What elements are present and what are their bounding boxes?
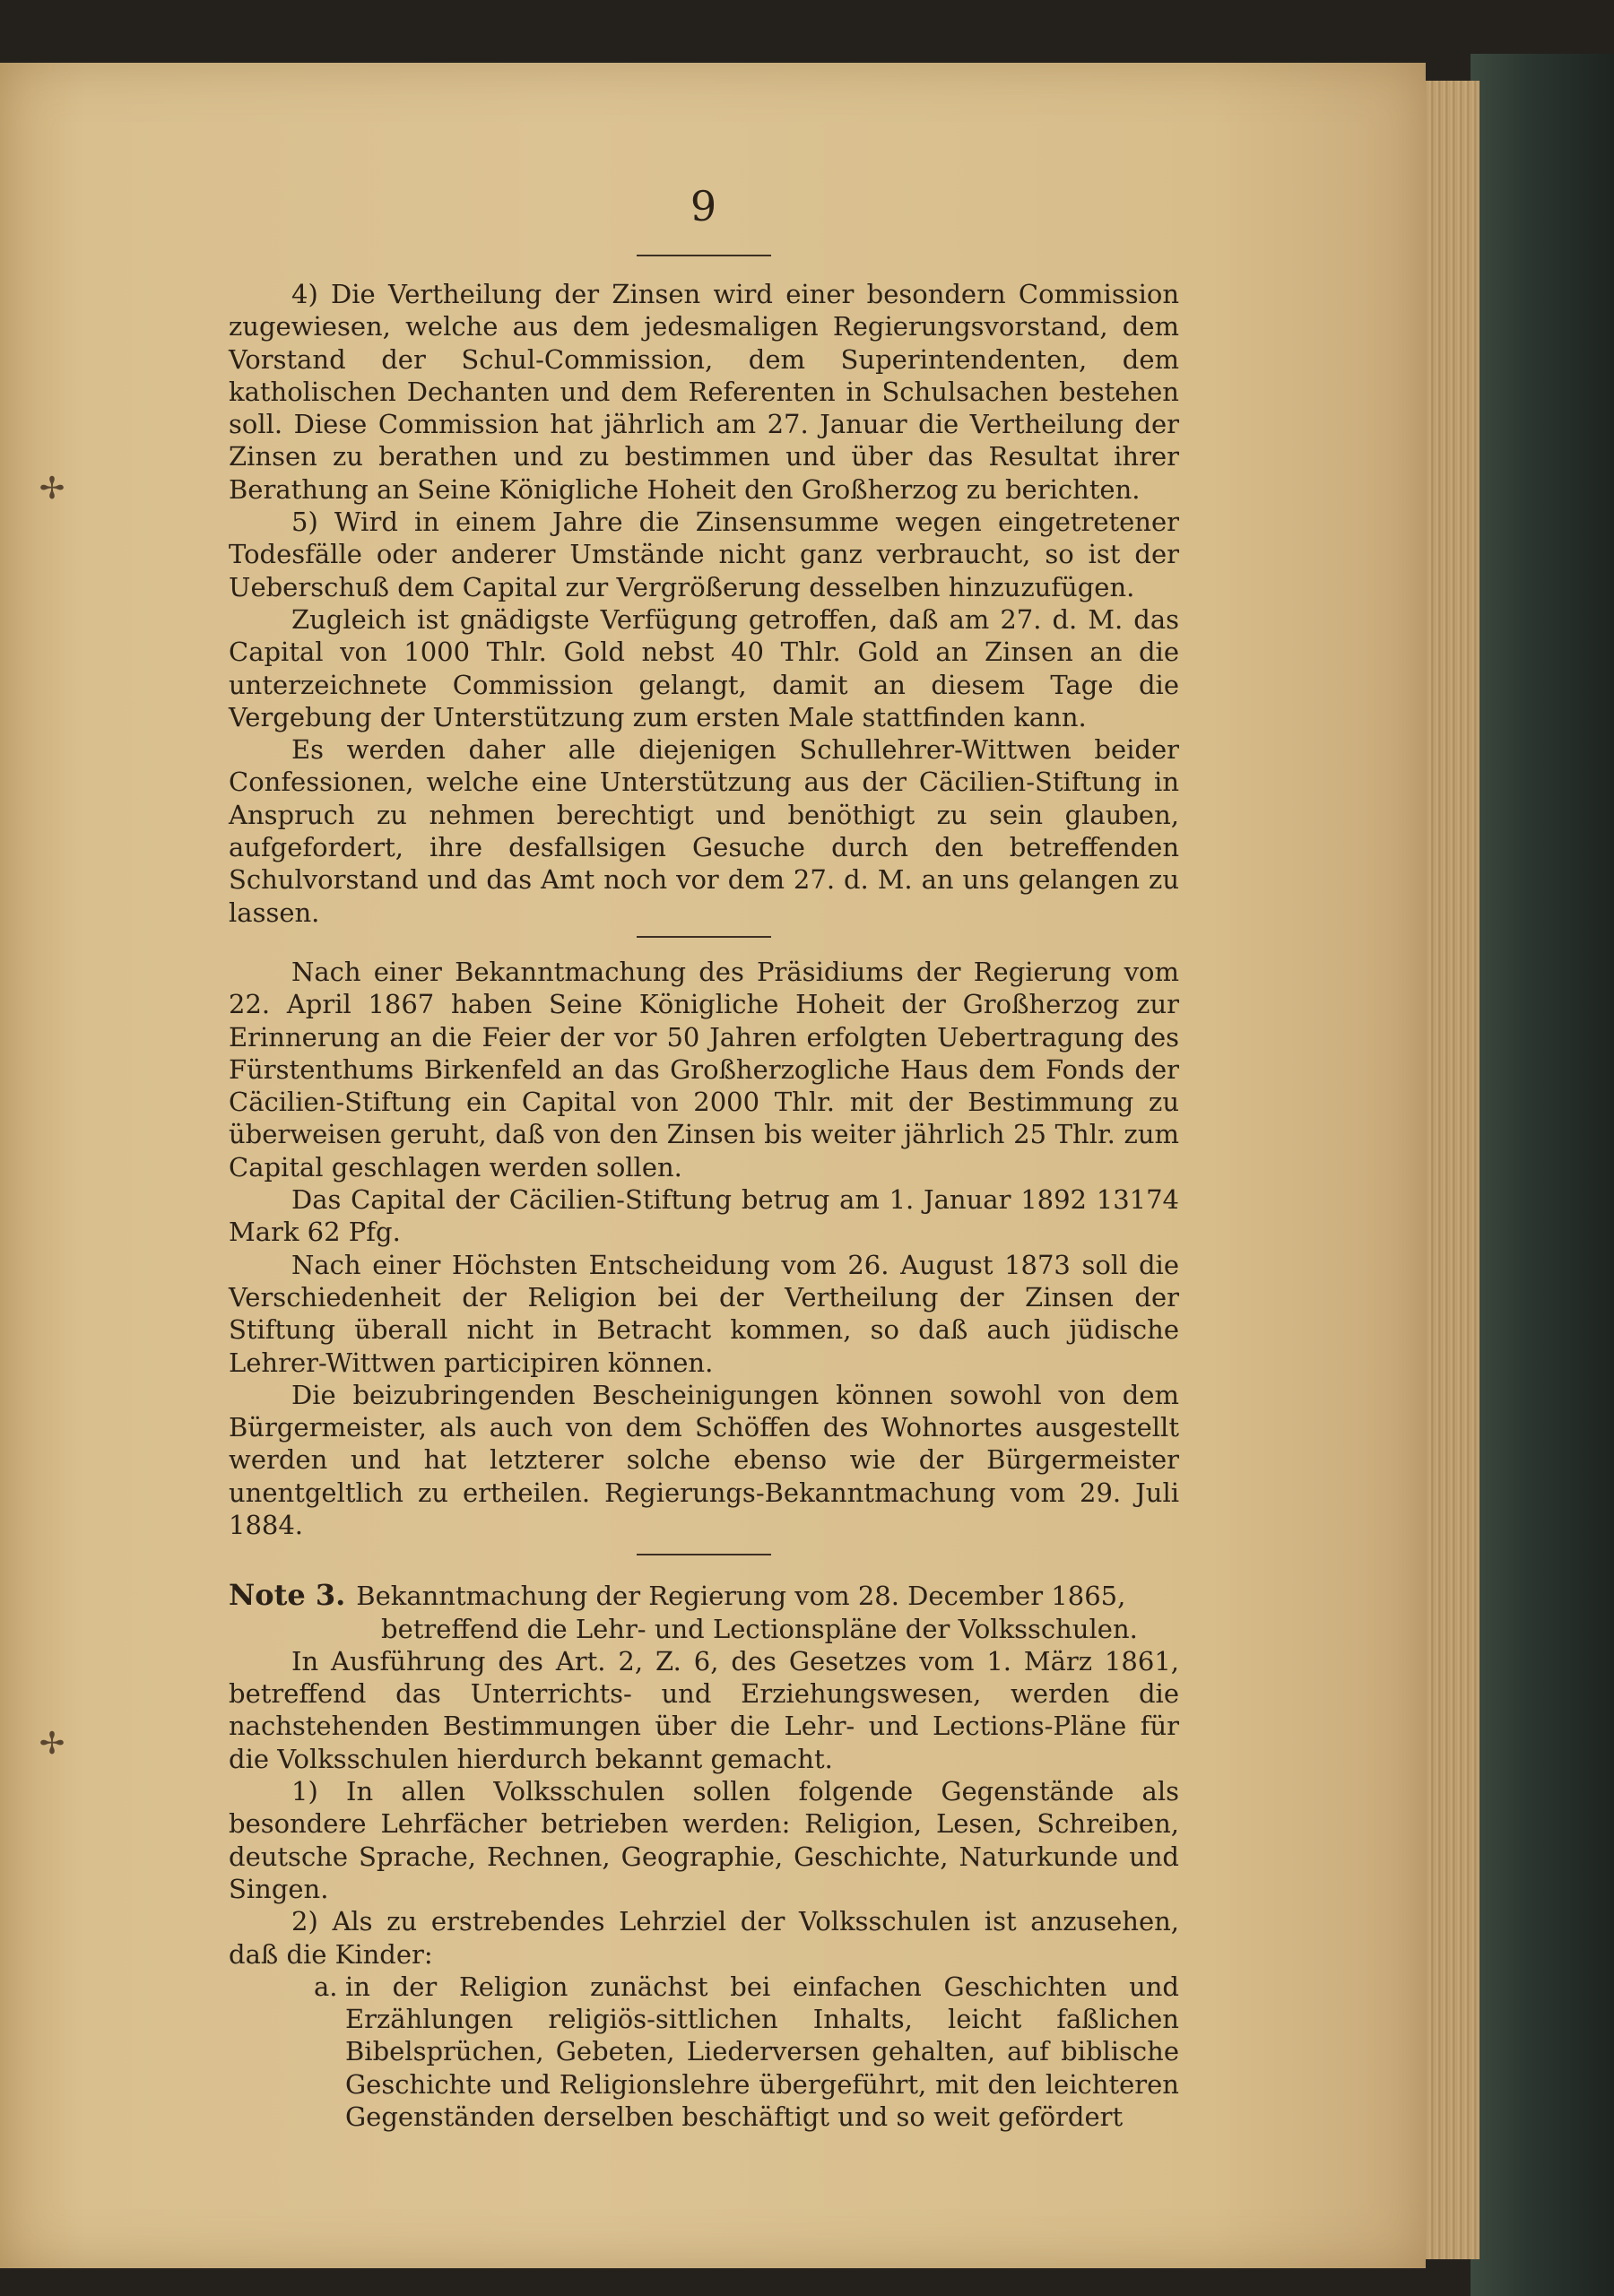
note-title-line1: Bekanntmachung der Regierung vom 28. December 1865, — [356, 1581, 1126, 1612]
list-item-a-text: in der Religion zunächst bei einfachen Geschichten und Erzählungen religiös-sittlichen Inhalts, leicht faßlichen Bibelsprüchen, Gebeten, Liederversen gehalten, auf biblische Geschichte und Religionslehre übergeführt, mit den leichteren Gegenständen derselben beschäftigt und so weit gefördert — [345, 1971, 1179, 2133]
paragraph-aufforderung: Es werden daher alle diejenigen Schullehrer-Wittwen beider Confessionen, welche eine Unterstützung aus der Cäcilien-Stiftung in Anspruch zu nehmen berechtigt und benöthigt zu sein glauben, aufgefordert, ihre desfallsigen Gesuche durch den betreffenden Schulvorstand und das Amt noch vor dem 27. d. M. an uns gelangen zu lassen. — [229, 734, 1179, 928]
binding-mark: ✢ — [39, 1726, 65, 1762]
page-content — [229, 179, 1179, 2133]
header-rule — [637, 255, 771, 256]
paragraph-5: 5) Wird in einem Jahre die Zinsensumme wegen eingetretener Todesfälle oder anderer Umstände nicht ganz verbraucht, so ist der Ueberschuß dem Capital zur Vergrößerung desselben hinzuzufügen. — [229, 507, 1179, 602]
list-marker-a: a. — [314, 1971, 338, 2002]
paragraph-bekanntmachung-1867: Nach einer Bekanntmachung des Präsidiums der Regierung vom 22. April 1867 haben Seine Königliche Hoheit der Großherzog zur Erinnerung an die Feier der vor 50 Jahren erfolgten Uebertragung des Fürstenthums Birkenfeld an das Großherzogliche Haus dem Fonds der Cäcilien-Stiftung ein Capital von 2000 Thlr. mit der Bestimmung zu überweisen geruht, daß von den Zinsen bis weiter jährlich 25 Thlr. zum Capital geschlagen werden sollen. — [229, 956, 1179, 1183]
paragraph-4: 4) Die Vertheilung der Zinsen wird einer besondern Commission zugewiesen, welche aus dem jedesmaligen Regierungsvorstand, dem Vorstand der Schul-Commission, dem Superintendenten, dem katholischen Dechanten und dem Referenten in Schulsachen bestehen soll. Diese Commission hat jährlich am 27. Januar die Vertheilung der Zinsen zu berathen und zu bestimmen und über das Resultat ihrer Berathung an Seine Königliche Hoheit den Großherzog zu berichten. — [229, 279, 1179, 505]
binding-mark: ✢ — [39, 471, 65, 507]
book-cover-edge — [1471, 54, 1614, 2296]
note-paragraph-1: 1) In allen Volksschulen sollen folgende Gegenstände als besondere Lehrfächer betrieben werden: Religion, Lesen, Schreiben, deutsche Sprache, Rechnen, Geographie, Geschichte, Naturkunde und Singen. — [229, 1776, 1179, 1904]
section-rule — [637, 936, 771, 938]
section-rule — [637, 1554, 771, 1555]
note-paragraph-ausfuehrung: In Ausführung des Art. 2, Z. 6, des Gesetzes vom 1. März 1861, betreffend das Unterrichts- und Erziehungswesen, werden die nachstehenden Bestimmungen über die Lehr- und Lections-Pläne für die Volksschulen hierdurch bekannt gemacht. — [229, 1645, 1179, 1774]
paragraph-entscheidung-1873: Nach einer Höchsten Entscheidung vom 26. August 1873 soll die Verschiedenheit der Religion bei der Vertheilung der Zinsen der Stiftung überall nicht in Betracht kommen, so daß auch jüdische Lehrer-Wittwen participiren können. — [229, 1249, 1179, 1378]
paragraph-capital-1892: Das Capital der Cäcilien-Stiftung betrug am 1. Januar 1892 13174 Mark 62 Pfg. — [229, 1184, 1179, 1248]
note-heading — [229, 1579, 1179, 1612]
paragraph-bescheinigungen: Die beizubringenden Bescheinigungen können sowohl von dem Bürgermeister, als auch von dem Schöffen des Wohnortes ausgestellt werden und hat letzterer solche ebenso wie der Bürgermeister unentgeltlich zu ertheilen. Regierungs-Bekanntmachung vom 29. Juli 1884. — [229, 1379, 1179, 1540]
note-paragraph-2: 2) Als zu erstrebendes Lehrziel der Volksschulen ist anzusehen, daß die Kinder: — [229, 1906, 1179, 1970]
note-label: Note 3. — [229, 1578, 346, 1613]
list-item-a — [229, 1971, 1179, 2133]
page-number: 9 — [690, 182, 718, 230]
paragraph-zugleich: Zugleich ist gnädigste Verfügung getroffen, daß am 27. d. M. das Capital von 1000 Thlr. Gold nebst 40 Thlr. Gold an Zinsen an die unterzeichnete Commission gelangt, damit an diesem Tage die Vergebung der Unterstützung zum ersten Male stattfinden kann. — [229, 603, 1179, 732]
note-title-line2: betreffend die Lehr- und Lectionspläne der Volksschulen. — [381, 1613, 1138, 1644]
